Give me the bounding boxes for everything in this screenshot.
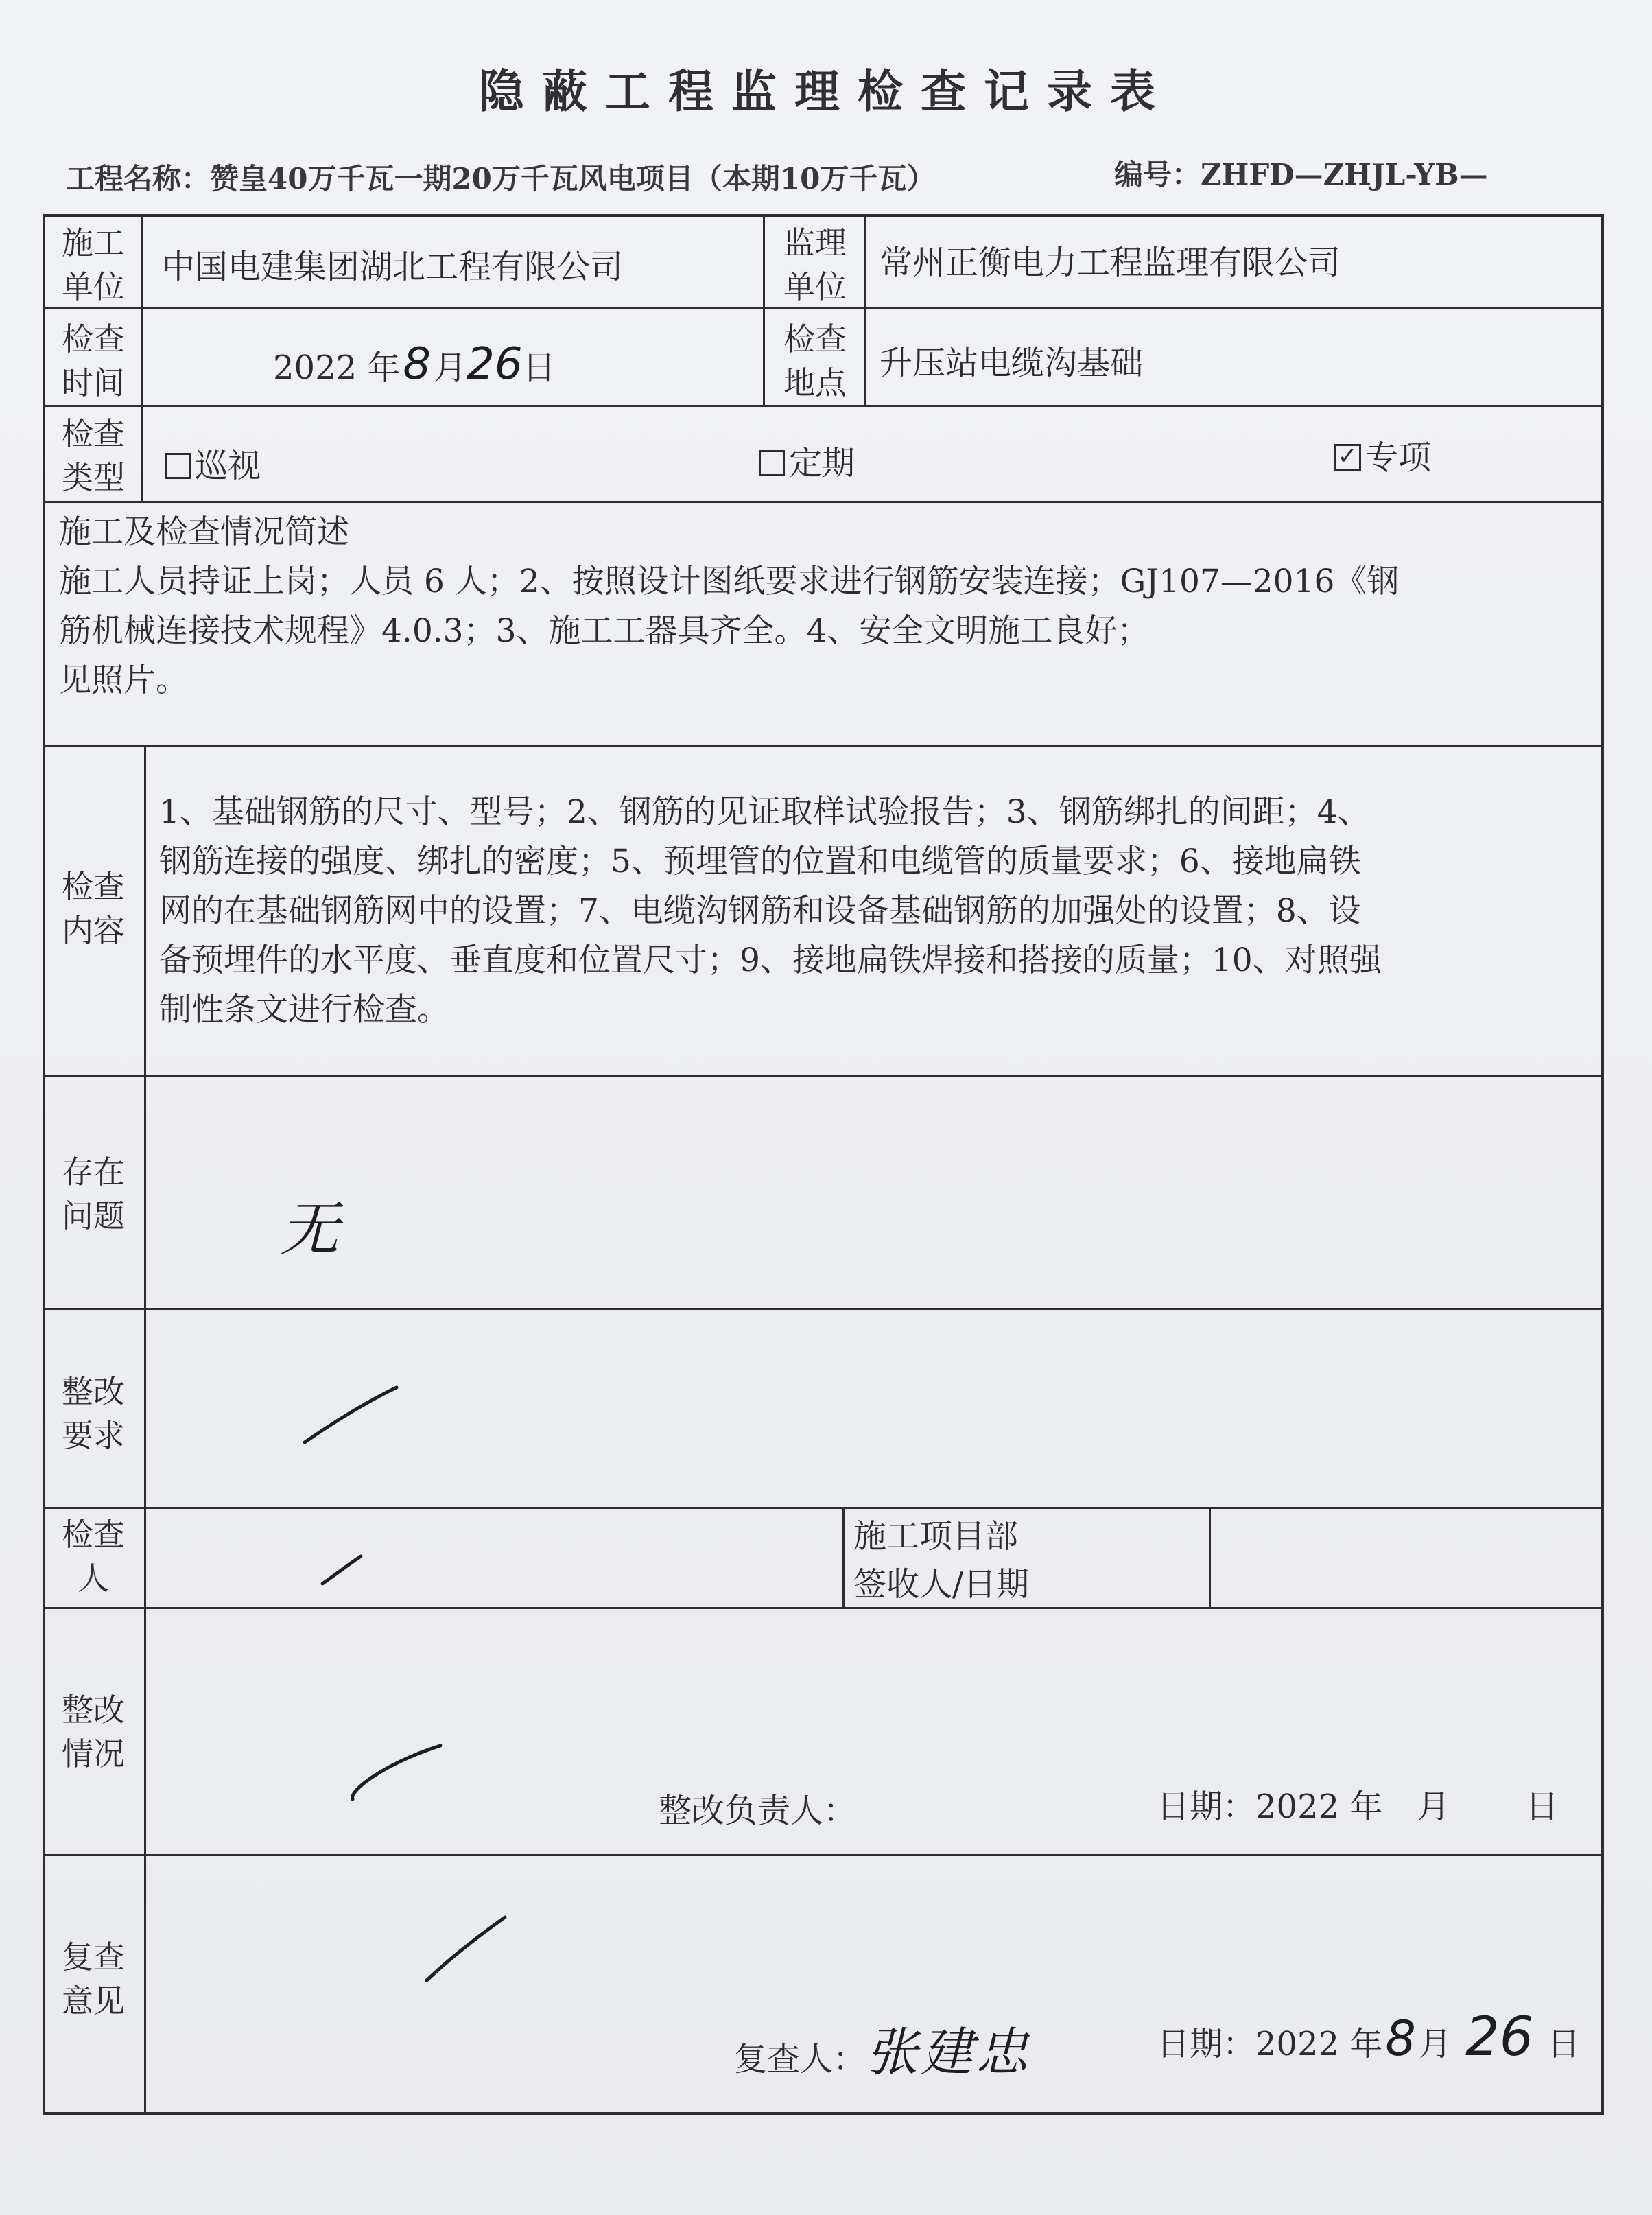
month-label: 月 (434, 349, 467, 387)
inspection-place-value: 升压站电缆沟基础 (880, 344, 1144, 382)
divider (44, 1607, 1603, 1609)
receipt-label (853, 1512, 1029, 1608)
slash-mark (343, 1736, 453, 1812)
code-label: 编号： (1114, 158, 1201, 191)
review-label-text: 复查意见 (62, 1938, 125, 2019)
checkbox-empty-icon[interactable] (759, 450, 785, 476)
content-line: 网的在基础钢筋网中的设置；7、电缆沟钢筋和设备基础钢筋的加强处的设置；8、设 (159, 892, 1361, 930)
problems-label-text: 存在问题 (62, 1153, 125, 1234)
divider (842, 1507, 845, 1607)
option-regular[interactable] (759, 436, 855, 484)
inspection-time-value (273, 339, 556, 390)
document-title: 隐蔽工程监理检查记录表 (479, 65, 1173, 118)
inspection-type-label (49, 412, 137, 500)
inspection-type-label-text: 检查类型 (62, 415, 125, 496)
rectification-label-text: 整改情况 (62, 1691, 125, 1772)
rectification-label (49, 1688, 137, 1776)
problems-handwritten-value: 无 (280, 1195, 339, 1264)
option-patrol[interactable] (165, 439, 261, 487)
review-day: 26 (1465, 2006, 1534, 2068)
inspection-year: 2022 年 (273, 349, 401, 387)
receipt-label-line: 施工项目部 (853, 1517, 1019, 1556)
reviewer-label: 复查人： (734, 2040, 866, 2078)
day-label: 日 (522, 349, 556, 387)
inspection-day: 26 (467, 339, 523, 390)
summary-line: 施工人员持证上岗；人员 6 人；2、按照设计图纸要求进行钢筋安装连接；GJ107—2016《钢 (59, 563, 1400, 600)
divider (44, 405, 1603, 407)
month-label: 月 (1418, 2025, 1452, 2063)
content-line: 备预埋件的水平度、垂直度和位置尺寸；9、接地扁铁焊接和搭接的质量；10、对照强 (159, 941, 1382, 979)
problems-label (49, 1150, 137, 1238)
supervision-unit-value: 常州正衡电力工程监理有限公司 (880, 244, 1341, 282)
construction-unit-label-text: 施工单位 (62, 224, 125, 305)
requirements-label (49, 1370, 137, 1457)
inspection-place-label (771, 317, 859, 405)
divider (1209, 1507, 1211, 1607)
inspection-time-label-text: 检查时间 (62, 320, 125, 401)
inspection-content-label-text: 检查内容 (62, 868, 125, 949)
summary-line: 筋机械连接技术规程》4.0.3；3、施工工器具齐全。4、安全文明施工良好； (59, 612, 1150, 650)
summary-line: 见照片。 (59, 661, 188, 699)
divider (144, 745, 146, 2113)
checkbox-empty-icon[interactable] (165, 453, 191, 479)
rectification-date (1157, 1780, 1558, 1827)
divider (864, 215, 866, 405)
summary-section (59, 508, 1596, 705)
option-special-label: 专项 (1365, 438, 1432, 477)
content-line: 钢筋连接的强度、绑扎的密度；5、预埋管的位置和电缆管的质量要求；6、接地扁铁 (159, 843, 1361, 880)
project-label: 工程名称： (66, 162, 211, 196)
content-line: 制性条文进行检查。 (159, 991, 449, 1029)
inspection-month: 8 (403, 339, 432, 390)
content-line: 1、基础钢筋的尺寸、型号；2、钢筋的见证取样试验报告；3、钢筋绑扎的间距；4、 (159, 793, 1370, 831)
review-label (49, 1935, 137, 2023)
checkbox-checked-icon[interactable]: ✓ (1334, 444, 1361, 471)
month-label: 月 (1417, 1788, 1450, 1826)
inspector-label-text: 检查人 (62, 1516, 125, 1597)
divider (44, 1075, 1603, 1077)
requirements-label-text: 整改要求 (62, 1373, 125, 1454)
project-name: 赞皇40万千瓦一期20万千瓦风电项目（本期10万千瓦） (210, 162, 936, 196)
divider (763, 215, 765, 405)
supervision-unit-label-text: 监理单位 (783, 224, 847, 305)
option-special[interactable] (1334, 431, 1431, 478)
receipt-label-line: 签收人/日期 (853, 1565, 1030, 1604)
reviewer-signature: 张建忠 (866, 2021, 1031, 2083)
review-date-label: 日期：2022 年 (1157, 2025, 1383, 2063)
day-label: 日 (1547, 2025, 1581, 2063)
inspector-label (49, 1512, 137, 1600)
supervision-unit-label (771, 221, 859, 309)
divider (44, 1308, 1603, 1310)
divider (44, 1507, 1603, 1509)
day-label: 日 (1525, 1788, 1559, 1826)
reviewer-line (734, 2011, 1030, 2085)
option-regular-label: 定期 (789, 444, 856, 482)
inspection-time-label (49, 317, 137, 405)
review-date (1157, 2006, 1580, 2068)
rectification-date-label: 日期：2022 年 (1157, 1788, 1383, 1826)
code-value: ZHFD—ZHJL-YB— (1201, 158, 1488, 191)
slash-mark (418, 1908, 515, 1990)
rectification-responsible: 整改负责人： (659, 1792, 857, 1830)
divider (44, 501, 1603, 503)
option-patrol-label: 巡视 (195, 447, 261, 485)
summary-heading: 施工及检查情况简述 (59, 513, 349, 551)
inspection-content-text (159, 788, 1593, 1035)
inspection-place-label-text: 检查地点 (783, 320, 847, 401)
code-line (1114, 152, 1488, 194)
construction-unit-label (49, 221, 137, 309)
divider (44, 1854, 1603, 1856)
review-month: 8 (1385, 2011, 1416, 2067)
project-name-line (66, 156, 935, 198)
divider (141, 215, 143, 501)
divider (44, 745, 1603, 747)
inspection-content-label (49, 865, 137, 952)
construction-unit-value: 中国电建集团湖北工程有限公司 (162, 248, 624, 286)
slash-mark (295, 1379, 405, 1455)
slash-mark (316, 1549, 370, 1591)
